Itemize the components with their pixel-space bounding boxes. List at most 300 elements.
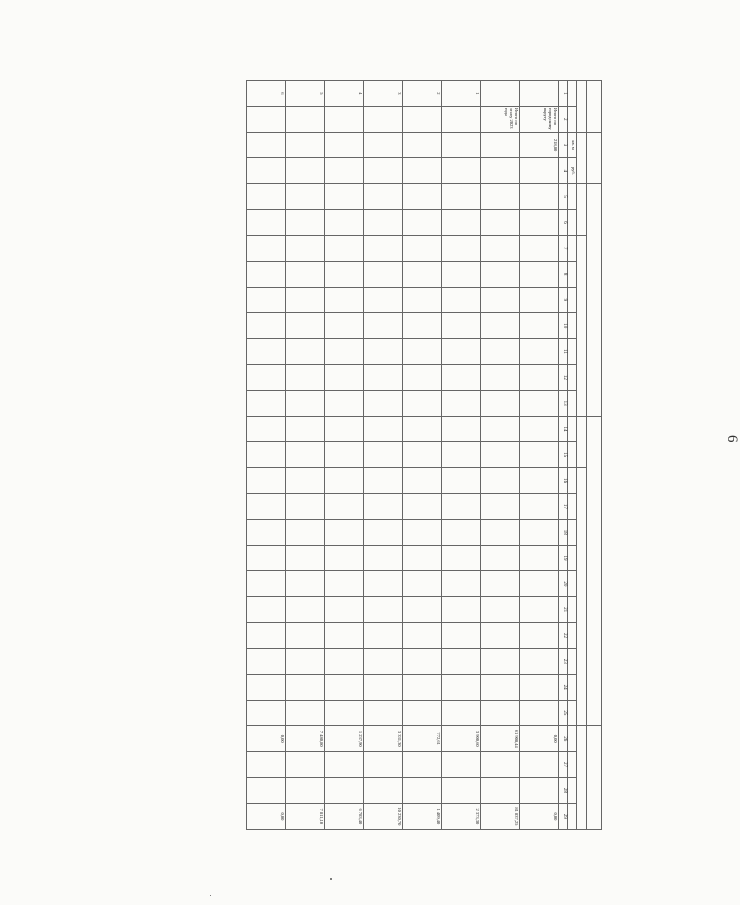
unit-cell bbox=[568, 339, 577, 365]
table-cell bbox=[442, 261, 481, 287]
table-cell bbox=[325, 261, 364, 287]
table-cell bbox=[286, 261, 325, 287]
column-number: 27 bbox=[559, 752, 568, 778]
table-cell bbox=[286, 545, 325, 571]
table-cell bbox=[520, 390, 559, 416]
column-number: 28 bbox=[559, 777, 568, 803]
unit-cell bbox=[568, 235, 577, 261]
column-number: 13 bbox=[559, 390, 568, 416]
unit-cell bbox=[568, 545, 577, 571]
row-label: Итого по этапу 2023 года bbox=[481, 106, 520, 132]
table-cell bbox=[481, 287, 520, 313]
area-value: 218,80 bbox=[520, 132, 559, 158]
row-index: 4 bbox=[325, 81, 364, 107]
table-cell bbox=[286, 287, 325, 313]
table-cell bbox=[286, 364, 325, 390]
unit-cell bbox=[568, 261, 577, 287]
column-number: 25 bbox=[559, 700, 568, 726]
table-cell bbox=[442, 416, 481, 442]
table-cell bbox=[481, 390, 520, 416]
table-cell bbox=[442, 468, 481, 494]
column-number: 10 bbox=[559, 313, 568, 339]
table-cell bbox=[247, 261, 286, 287]
table-cell bbox=[247, 777, 286, 803]
table-cell bbox=[325, 494, 364, 520]
table-row bbox=[481, 81, 520, 830]
table-cell bbox=[403, 674, 442, 700]
table-cell bbox=[286, 597, 325, 623]
scan-speck bbox=[210, 895, 211, 896]
unit-cell bbox=[568, 777, 577, 803]
unit-cell: руб. bbox=[568, 158, 577, 184]
area-value-29: 0,00 bbox=[247, 803, 286, 829]
row-label bbox=[286, 106, 325, 132]
column-number: 3 bbox=[559, 132, 568, 158]
table-cell bbox=[247, 519, 286, 545]
table-cell bbox=[247, 571, 286, 597]
table-cell bbox=[481, 210, 520, 236]
table-cell bbox=[403, 313, 442, 339]
table-cell bbox=[325, 468, 364, 494]
area-value bbox=[481, 132, 520, 158]
table-cell bbox=[520, 571, 559, 597]
row-index: 5 bbox=[286, 81, 325, 107]
unit-cell bbox=[568, 313, 577, 339]
table-cell bbox=[520, 339, 559, 365]
column-number: 21 bbox=[559, 597, 568, 623]
table-cell bbox=[481, 519, 520, 545]
unit-cell bbox=[568, 803, 577, 829]
table-cell bbox=[325, 597, 364, 623]
table-cell bbox=[442, 313, 481, 339]
table-cell bbox=[325, 752, 364, 778]
table-cell bbox=[286, 313, 325, 339]
table-cell bbox=[247, 235, 286, 261]
table-cell bbox=[325, 674, 364, 700]
table-cell bbox=[286, 184, 325, 210]
table-cell bbox=[364, 184, 403, 210]
table-cell bbox=[481, 571, 520, 597]
table-cell bbox=[364, 339, 403, 365]
table-cell bbox=[364, 261, 403, 287]
unit-cell bbox=[568, 623, 577, 649]
table-cell bbox=[286, 494, 325, 520]
area-value-29: 7 811,10 bbox=[286, 803, 325, 829]
table-cell bbox=[325, 571, 364, 597]
table-cell bbox=[403, 339, 442, 365]
table-cell bbox=[364, 235, 403, 261]
unit-cell bbox=[568, 597, 577, 623]
table-cell bbox=[442, 184, 481, 210]
column-number: 17 bbox=[559, 494, 568, 520]
cost-value bbox=[442, 158, 481, 184]
area-value-26: 0,00 bbox=[520, 726, 559, 752]
table-cell bbox=[364, 545, 403, 571]
area-value-26: 61 908,44 bbox=[481, 726, 520, 752]
unit-cell bbox=[568, 571, 577, 597]
unit-cell bbox=[568, 390, 577, 416]
table-cell bbox=[286, 752, 325, 778]
table-cell bbox=[247, 287, 286, 313]
scan-speck bbox=[330, 878, 332, 880]
header-cell bbox=[577, 81, 587, 133]
rotated-table-region bbox=[32, 80, 740, 830]
table-cell bbox=[286, 519, 325, 545]
table-cell bbox=[442, 235, 481, 261]
area-value bbox=[286, 132, 325, 158]
unit-cell bbox=[568, 726, 577, 752]
cost-value bbox=[286, 158, 325, 184]
table-cell bbox=[481, 597, 520, 623]
table-cell bbox=[442, 545, 481, 571]
table-cell bbox=[403, 777, 442, 803]
area-value bbox=[364, 132, 403, 158]
table-cell bbox=[286, 339, 325, 365]
column-number: 26 bbox=[559, 726, 568, 752]
table-cell bbox=[364, 777, 403, 803]
unit-cell bbox=[568, 364, 577, 390]
table-cell bbox=[247, 442, 286, 468]
table-cell bbox=[520, 519, 559, 545]
unit-cell bbox=[568, 494, 577, 520]
table-cell bbox=[364, 519, 403, 545]
table-cell bbox=[481, 674, 520, 700]
table-cell bbox=[403, 364, 442, 390]
column-number: 29 bbox=[559, 803, 568, 829]
table-cell bbox=[325, 519, 364, 545]
table-cell bbox=[481, 468, 520, 494]
table-cell bbox=[286, 442, 325, 468]
area-value bbox=[247, 132, 286, 158]
table-row bbox=[520, 81, 559, 830]
table-cell bbox=[403, 442, 442, 468]
table-cell bbox=[364, 571, 403, 597]
table-cell bbox=[325, 339, 364, 365]
area-value-26: 3 331,30 bbox=[364, 726, 403, 752]
table-cell bbox=[286, 674, 325, 700]
table-cell bbox=[403, 545, 442, 571]
table-cell bbox=[520, 364, 559, 390]
table-cell bbox=[286, 571, 325, 597]
table-cell bbox=[520, 210, 559, 236]
table-cell bbox=[247, 623, 286, 649]
table-cell bbox=[364, 468, 403, 494]
header-cell bbox=[577, 468, 587, 726]
table-cell bbox=[442, 597, 481, 623]
header-cell bbox=[587, 726, 602, 830]
table-cell bbox=[247, 468, 286, 494]
column-number: 11 bbox=[559, 339, 568, 365]
table-cell bbox=[247, 752, 286, 778]
table-cell bbox=[442, 210, 481, 236]
table-cell bbox=[481, 648, 520, 674]
table-cell bbox=[403, 210, 442, 236]
row-index bbox=[520, 81, 559, 107]
column-number: 8 bbox=[559, 261, 568, 287]
table-row bbox=[247, 81, 286, 830]
table-cell bbox=[364, 287, 403, 313]
table-cell bbox=[364, 648, 403, 674]
table-cell bbox=[442, 339, 481, 365]
table-cell bbox=[520, 287, 559, 313]
table-cell bbox=[364, 210, 403, 236]
unit-cell bbox=[568, 468, 577, 494]
table-cell bbox=[325, 364, 364, 390]
column-number: 6 bbox=[559, 210, 568, 236]
table-cell bbox=[403, 468, 442, 494]
table-cell bbox=[364, 390, 403, 416]
column-number: 16 bbox=[559, 468, 568, 494]
cost-value bbox=[325, 158, 364, 184]
table-cell bbox=[442, 287, 481, 313]
column-number: 15 bbox=[559, 442, 568, 468]
table-cell bbox=[403, 623, 442, 649]
table-cell bbox=[442, 777, 481, 803]
area-value-29: 1 409,40 bbox=[403, 803, 442, 829]
table-cell bbox=[520, 777, 559, 803]
table-cell bbox=[442, 364, 481, 390]
cost-value bbox=[364, 158, 403, 184]
table-cell bbox=[286, 700, 325, 726]
row-label bbox=[364, 106, 403, 132]
table-cell bbox=[247, 313, 286, 339]
table-cell bbox=[520, 700, 559, 726]
table-cell bbox=[364, 597, 403, 623]
table-cell bbox=[325, 545, 364, 571]
table-cell bbox=[442, 442, 481, 468]
table-cell bbox=[481, 261, 520, 287]
table-cell bbox=[247, 494, 286, 520]
table-cell bbox=[520, 494, 559, 520]
table-cell bbox=[286, 416, 325, 442]
table-cell bbox=[247, 416, 286, 442]
unit-cell bbox=[568, 648, 577, 674]
table-cell bbox=[403, 235, 442, 261]
cost-value bbox=[403, 158, 442, 184]
table-cell bbox=[286, 468, 325, 494]
table-cell bbox=[481, 777, 520, 803]
row-label bbox=[325, 106, 364, 132]
table-cell bbox=[481, 545, 520, 571]
unit-cell bbox=[568, 700, 577, 726]
table-cell bbox=[481, 623, 520, 649]
table-cell bbox=[247, 648, 286, 674]
table-cell bbox=[364, 416, 403, 442]
table-cell bbox=[286, 235, 325, 261]
header-cell bbox=[587, 416, 602, 726]
table-cell bbox=[520, 416, 559, 442]
table-cell bbox=[481, 700, 520, 726]
table-cell bbox=[325, 416, 364, 442]
table-cell bbox=[403, 700, 442, 726]
column-number: 24 bbox=[559, 674, 568, 700]
table-cell bbox=[403, 261, 442, 287]
unit-cell bbox=[568, 442, 577, 468]
table-cell bbox=[325, 184, 364, 210]
area-value bbox=[403, 132, 442, 158]
column-number: 12 bbox=[559, 364, 568, 390]
table-cell bbox=[442, 623, 481, 649]
row-label bbox=[403, 106, 442, 132]
column-number: 22 bbox=[559, 623, 568, 649]
table-cell bbox=[520, 674, 559, 700]
table-cell bbox=[325, 313, 364, 339]
area-value-29: 10 230,70 bbox=[364, 803, 403, 829]
table-cell bbox=[286, 210, 325, 236]
table-cell bbox=[520, 468, 559, 494]
table-cell bbox=[481, 313, 520, 339]
column-number: 7 bbox=[559, 235, 568, 261]
header-cell bbox=[587, 132, 602, 184]
table-cell bbox=[442, 700, 481, 726]
area-value-29: 0,00 bbox=[520, 803, 559, 829]
table-cell bbox=[364, 623, 403, 649]
cost-value bbox=[247, 158, 286, 184]
table-cell bbox=[442, 494, 481, 520]
header-cell bbox=[587, 184, 602, 416]
table-cell bbox=[364, 313, 403, 339]
table-cell bbox=[442, 519, 481, 545]
table-cell bbox=[325, 390, 364, 416]
table-cell bbox=[325, 442, 364, 468]
column-number: 9 bbox=[559, 287, 568, 313]
data-table bbox=[246, 80, 602, 830]
table-cell bbox=[247, 210, 286, 236]
table-cell bbox=[520, 597, 559, 623]
unit-cell bbox=[568, 674, 577, 700]
area-value-26: 772,61 bbox=[403, 726, 442, 752]
table-cell bbox=[481, 752, 520, 778]
header-cell bbox=[587, 81, 602, 133]
header-cell bbox=[577, 726, 587, 830]
table-cell bbox=[442, 752, 481, 778]
column-number-row bbox=[559, 81, 568, 830]
header-cell bbox=[577, 132, 587, 184]
table-cell bbox=[481, 416, 520, 442]
units-row bbox=[568, 81, 577, 830]
table-cell bbox=[286, 390, 325, 416]
unit-cell bbox=[568, 210, 577, 236]
table-cell bbox=[481, 184, 520, 210]
row-index bbox=[481, 81, 520, 107]
table-cell bbox=[364, 674, 403, 700]
row-label: Итого по городскому округу bbox=[520, 106, 559, 132]
table-cell bbox=[247, 674, 286, 700]
column-number: 20 bbox=[559, 571, 568, 597]
area-value-29: 6 783,40 bbox=[325, 803, 364, 829]
table-cell bbox=[481, 364, 520, 390]
row-index: 6 bbox=[247, 81, 286, 107]
table-cell bbox=[403, 571, 442, 597]
table-row bbox=[286, 81, 325, 830]
table-cell bbox=[481, 442, 520, 468]
table-cell bbox=[403, 287, 442, 313]
table-cell bbox=[442, 571, 481, 597]
table-cell bbox=[403, 648, 442, 674]
table-cell bbox=[520, 545, 559, 571]
table-cell bbox=[325, 700, 364, 726]
column-number: 4 bbox=[559, 158, 568, 184]
table-cell bbox=[442, 390, 481, 416]
table-cell bbox=[364, 442, 403, 468]
table-cell bbox=[520, 184, 559, 210]
table-cell bbox=[403, 494, 442, 520]
table-cell bbox=[403, 597, 442, 623]
header-cell bbox=[577, 184, 587, 236]
table-cell bbox=[520, 648, 559, 674]
table-cell bbox=[364, 752, 403, 778]
table-row bbox=[403, 81, 442, 830]
table-cell bbox=[520, 442, 559, 468]
column-number: 18 bbox=[559, 519, 568, 545]
table-cell bbox=[286, 648, 325, 674]
subheader-row bbox=[577, 81, 587, 830]
area-value bbox=[442, 132, 481, 158]
table-cell bbox=[403, 519, 442, 545]
column-number: 5 bbox=[559, 184, 568, 210]
unit-cell bbox=[568, 752, 577, 778]
cost-value bbox=[481, 158, 520, 184]
table-cell bbox=[325, 235, 364, 261]
table-cell bbox=[442, 674, 481, 700]
table-cell bbox=[247, 390, 286, 416]
cost-value bbox=[520, 158, 559, 184]
area-value-26: 1 237,90 bbox=[325, 726, 364, 752]
table-cell bbox=[442, 648, 481, 674]
table-cell bbox=[325, 210, 364, 236]
area-value-26: 7 480,80 bbox=[286, 726, 325, 752]
table-cell bbox=[247, 184, 286, 210]
table-cell bbox=[520, 623, 559, 649]
table-cell bbox=[364, 364, 403, 390]
area-value-29: 2 373,30 bbox=[442, 803, 481, 829]
table-cell bbox=[325, 623, 364, 649]
table-cell bbox=[481, 339, 520, 365]
table-cell bbox=[481, 494, 520, 520]
table-cell bbox=[286, 777, 325, 803]
unit-cell bbox=[568, 106, 577, 132]
table-cell bbox=[325, 287, 364, 313]
table-cell bbox=[481, 235, 520, 261]
column-number: 1 bbox=[559, 81, 568, 107]
column-number: 19 bbox=[559, 545, 568, 571]
row-index: 2 bbox=[403, 81, 442, 107]
column-number: 14 bbox=[559, 416, 568, 442]
table-cell bbox=[403, 390, 442, 416]
table-cell bbox=[520, 752, 559, 778]
table-cell bbox=[364, 494, 403, 520]
area-value bbox=[325, 132, 364, 158]
header-cell bbox=[577, 416, 587, 468]
unit-cell bbox=[568, 287, 577, 313]
table-row bbox=[325, 81, 364, 830]
unit-cell: кв. м bbox=[568, 132, 577, 158]
unit-cell bbox=[568, 519, 577, 545]
column-number: 2 bbox=[559, 106, 568, 132]
unit-cell bbox=[568, 416, 577, 442]
table-cell bbox=[325, 648, 364, 674]
table-cell bbox=[520, 313, 559, 339]
table-cell bbox=[520, 261, 559, 287]
table-cell bbox=[286, 623, 325, 649]
table-cell bbox=[325, 777, 364, 803]
column-number: 23 bbox=[559, 648, 568, 674]
table-cell bbox=[403, 184, 442, 210]
row-label bbox=[442, 106, 481, 132]
page-number: 6 bbox=[724, 435, 740, 443]
table-row bbox=[442, 81, 481, 830]
row-label bbox=[247, 106, 286, 132]
